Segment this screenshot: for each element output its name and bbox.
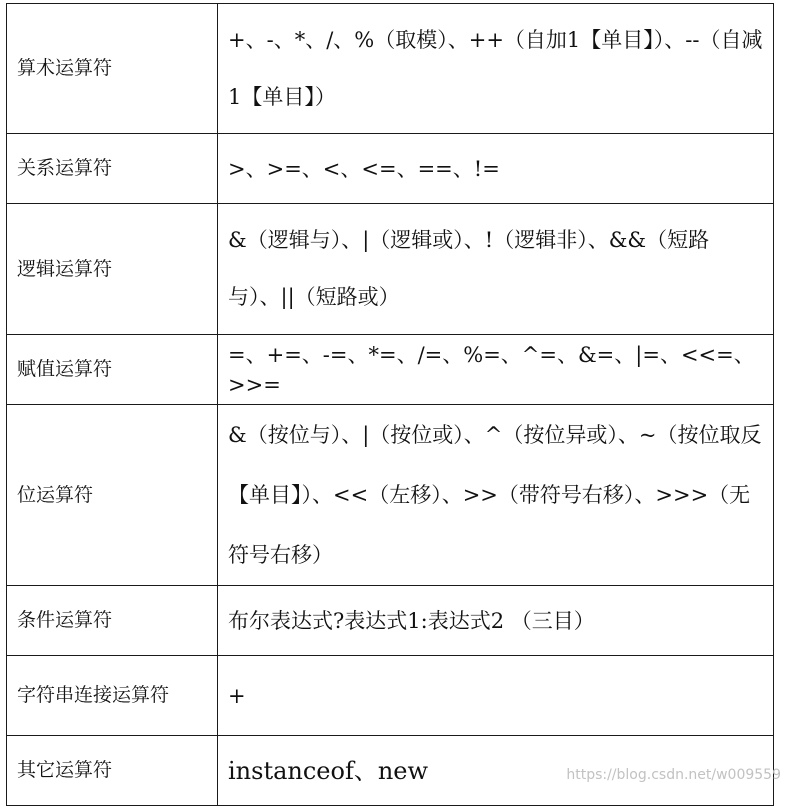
description-cell: +: [218, 656, 774, 736]
category-cell: 关系运算符: [7, 134, 218, 204]
category-cell: 条件运算符: [7, 586, 218, 656]
description-cell: =、+=、-=、*=、/=、%=、^=、&=、|=、<<=、>>=: [218, 335, 774, 405]
category-cell: 逻辑运算符: [7, 204, 218, 335]
category-cell: 赋值运算符: [7, 335, 218, 405]
operators-table: [6, 3, 774, 806]
table-row: [7, 204, 774, 335]
category-cell: 字符串连接运算符: [7, 656, 218, 736]
description-cell: &（逻辑与）、|（逻辑或）、!（逻辑非）、&&（短路与）、||（短路或）: [218, 204, 774, 335]
description-cell: 布尔表达式?表达式1:表达式2 （三目）: [218, 586, 774, 656]
table-row: [7, 405, 774, 586]
category-cell: 算术运算符: [7, 4, 218, 134]
table-row: [7, 4, 774, 134]
table-row: [7, 656, 774, 736]
table-row: [7, 134, 774, 204]
description-cell: instanceof、new: [218, 736, 774, 806]
description-cell: +、-、*、/、%（取模）、++（自加1【单目】）、--（自减1【单目】）: [218, 4, 774, 134]
category-cell: 位运算符: [7, 405, 218, 586]
description-cell: &（按位与）、|（按位或）、^（按位异或）、~（按位取反【单目】）、<<（左移）、>>（带符号右移）、>>>（无符号右移）: [218, 405, 774, 586]
table-row: [7, 586, 774, 656]
table-row: [7, 335, 774, 405]
category-cell: 其它运算符: [7, 736, 218, 806]
description-cell: >、>=、<、<=、==、!=: [218, 134, 774, 204]
watermark: https://blog.csdn.net/w009559: [566, 767, 781, 783]
